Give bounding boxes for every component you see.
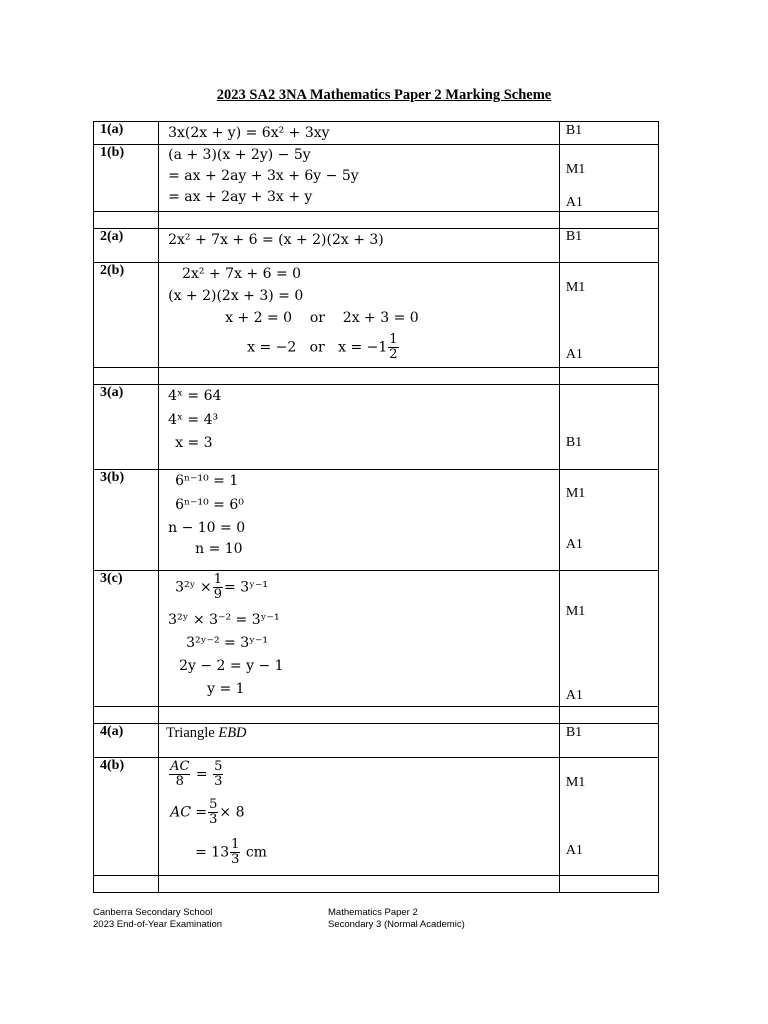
spacer-row [94,212,659,229]
numerator: 1 [389,332,398,347]
table-row [94,263,659,368]
working-line: (x + 2)(2x + 3) = 0 [168,288,304,304]
denominator: 2 [389,347,398,362]
mark: A1 [565,688,583,703]
question-label: 3(c) [100,571,123,586]
working-line: 3x(2x + y) = 6x² + 3xy [168,125,330,141]
triangle-name: EBD [218,725,247,741]
working-line: x + 2 = 0 or 2x + 3 = 0 [225,310,419,326]
question-label: 3(b) [100,470,125,485]
exam-name: 2023 End-of-Year Examination [93,919,223,930]
working-line: 4ˣ = 4³ [168,412,219,428]
table-row [94,571,659,707]
question-label: 2(b) [100,263,125,278]
equals-sign: = [195,766,208,783]
numerator: 5 [214,759,223,774]
mark: A1 [565,347,583,362]
denominator: 9 [213,587,223,602]
numerator: AC [170,759,190,774]
level-name: Secondary 3 (Normal Academic) [328,919,465,930]
working-line: 3²ʸ × 3⁻² = 3ʸ⁻¹ [168,612,280,628]
numerator: 1 [231,837,240,852]
expression-part: = 13 [195,844,230,861]
mark: A1 [565,537,583,552]
answer-text: Triangle [166,725,219,741]
fraction [208,798,218,827]
solution-text: x = −2 or x = −1 [247,339,388,356]
spacer-row [94,368,659,385]
school-name: Canberra Secondary School [93,907,213,918]
footer-left [93,907,222,931]
working-line: 3²ʸ⁻² = 3ʸ⁻¹ [186,635,269,651]
working-line: 6ⁿ⁻¹⁰ = 1 [175,473,239,489]
working-line [247,333,399,362]
question-label: 3(a) [100,385,124,400]
working-line: (a + 3)(x + 2y) − 5y [168,147,311,163]
working-line: 2x² + 7x + 6 = (x + 2)(2x + 3) [168,232,384,248]
fraction [230,838,240,867]
table-row [94,145,659,212]
mark: B1 [565,123,583,138]
mark: B1 [565,725,583,740]
working-line [168,760,224,789]
working-line: n = 10 [195,541,243,557]
table-row [94,229,659,263]
denominator: 3 [209,812,218,827]
mark: M1 [565,486,586,501]
working-line: = ax + 2ay + 3x + y [168,189,313,205]
page-title: 2023 SA2 3NA Mathematics Paper 2 Marking Scheme [216,87,552,103]
mark: M1 [565,775,586,790]
fraction [169,760,190,789]
working-line: y = 1 [207,681,245,697]
working-line [166,725,246,741]
table-row [94,724,659,758]
working-line: 4ˣ = 64 [168,388,222,404]
table-row [94,122,659,145]
spacer-row [94,876,659,893]
mark: M1 [565,604,586,619]
question-label: 2(a) [100,229,124,244]
mark: A1 [565,843,583,858]
working-line: 2x² + 7x + 6 = 0 [182,266,302,282]
question-label: 4(b) [100,758,125,773]
fraction [388,333,398,362]
question-label: 1(a) [100,122,124,137]
expression-part: 3²ʸ × [175,579,212,596]
numerator: 1 [213,572,223,587]
denominator: 3 [214,774,223,789]
paper-name: Mathematics Paper 2 [328,907,418,918]
working-line: 6ⁿ⁻¹⁰ = 6⁰ [175,497,244,513]
mark: M1 [565,280,586,295]
spacer-row [94,707,659,724]
fraction [213,760,223,789]
expression-part: AC = [170,804,208,821]
fraction [213,573,223,602]
denominator: 3 [231,852,240,867]
unit: cm [241,844,267,861]
expression-part: × 8 [219,804,245,821]
mark: B1 [565,435,583,450]
working-line: 2y − 2 = y − 1 [179,658,284,674]
working-line: n − 10 = 0 [168,520,246,536]
expression-part: = 3ʸ⁻¹ [224,579,269,596]
mark: B1 [565,229,583,244]
table-row [94,758,659,876]
denominator: 8 [175,774,184,789]
table-row [94,470,659,571]
footer-right [328,907,465,931]
numerator: 5 [209,797,218,812]
working-line: x = 3 [175,435,213,451]
question-label: 1(b) [100,145,125,160]
working-line [195,838,267,867]
table-row [94,385,659,470]
working-line: = ax + 2ay + 3x + 6y − 5y [168,168,359,184]
marking-scheme-table [93,121,659,893]
mark: A1 [565,195,583,210]
working-line [170,798,244,827]
working-line [175,573,268,602]
question-label: 4(a) [100,724,124,739]
mark: M1 [565,162,586,177]
